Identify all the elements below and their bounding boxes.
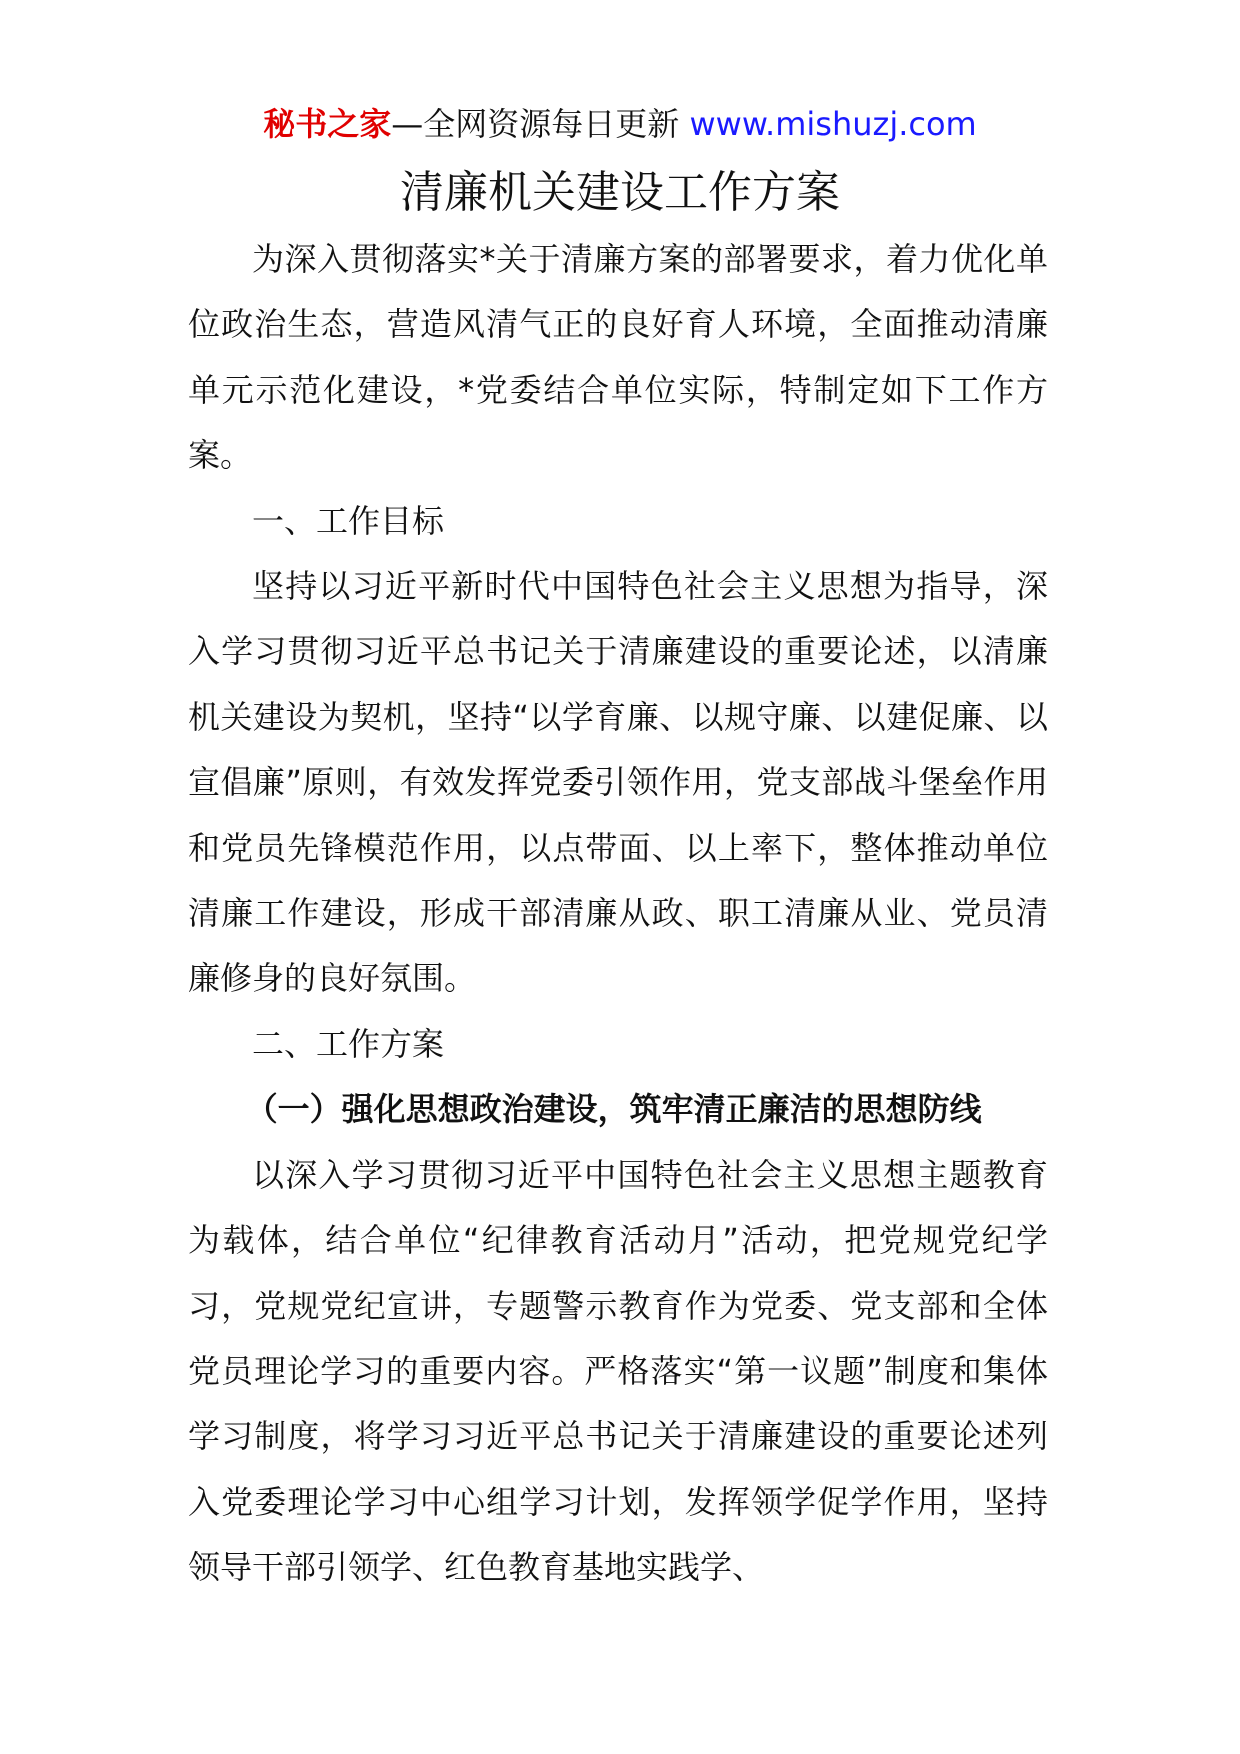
section-heading-plan: 二、工作方案 xyxy=(252,1024,445,1063)
section-heading-goals: 一、工作目标 xyxy=(252,501,445,540)
intro-paragraph: 为深入贯彻落实*关于清廉方案的部署要求，着力优化单位政治生态，营造风清气正的良好育人环境，全面推动清廉单元示范化建设，*党委结合单位实际，特制定如下工作方案。 xyxy=(188,240,1048,475)
site-url-link[interactable]: www.mishuzj.com xyxy=(689,105,977,143)
goals-paragraph: 坚持以习近平新时代中国特色社会主义思想为指导，深入学习贯彻习近平总书记关于清廉建设的重要论述，以清廉机关建设为契机，坚持“以学育廉、以规守廉、以建促廉、以宣倡廉”原则，有效发挥党委引领作用，党支部战斗堡垒作用和党员先锋模范作用，以点带面、以上率下，整体推动单位清廉工作建设，形成干部清廉从政、职工清廉从业、党员清廉修身的良好氛围。 xyxy=(188,567,1048,998)
ideology-paragraph: 以深入学习贯彻习近平中国特色社会主义思想主题教育为载体，结合单位“纪律教育活动月”活动，把党规党纪学习，党规党纪宣讲，专题警示教育作为党委、党支部和全体党员理论学习的重要内容。严格落实“第一议题”制度和集体学习制度，将学习习近平总书记关于清廉建设的重要论述列入党委理论学习中心组学习计划，发挥领学促学作用，坚持领导干部引领学、红色教育基地实践学、 xyxy=(188,1155,1048,1587)
header-slogan: —全网资源每日更新 xyxy=(391,105,680,143)
brand-name: 秘书之家 xyxy=(263,105,392,143)
subsection-heading-ideology: （一）强化思想政治建设，筑牢清正廉洁的思想防线 xyxy=(245,1090,982,1129)
document-title: 清廉机关建设工作方案 xyxy=(400,167,840,218)
site-header xyxy=(0,100,1240,148)
document-body xyxy=(188,227,1048,1601)
